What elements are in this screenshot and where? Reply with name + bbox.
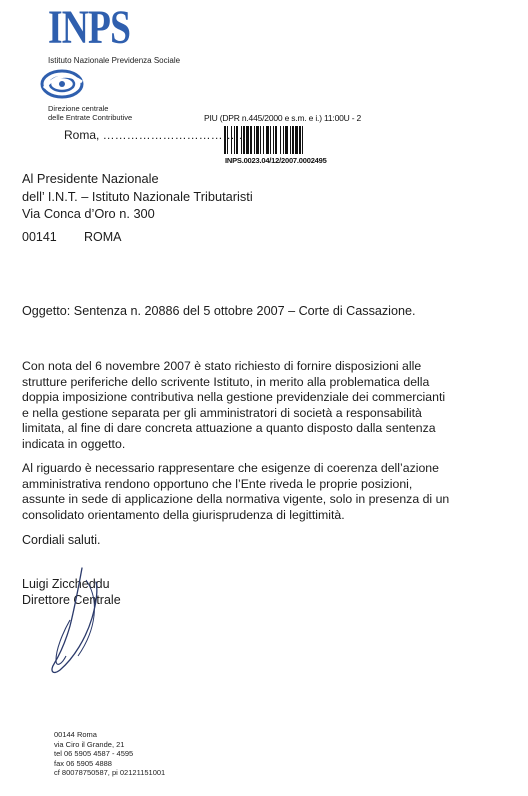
recipient-city: ROMA bbox=[84, 230, 122, 244]
barcode-bar bbox=[273, 126, 274, 154]
paragraph-line: Al riguardo è necessario rappresentare che esigenze di coerenza dell’azione bbox=[22, 461, 439, 475]
department-block bbox=[48, 104, 132, 122]
recipient-block bbox=[22, 170, 253, 223]
place-date: Roma, ……………………………… bbox=[64, 128, 247, 142]
paragraph-line: strutture periferiche dello scrivente Istituto, in merito alla problematica della bbox=[22, 374, 430, 389]
inps-logo: INPS bbox=[48, 1, 131, 54]
barcode-bar bbox=[290, 126, 291, 154]
handwritten-signature bbox=[30, 560, 150, 680]
footer-line5: cf 80078750587, pi 02121151001 bbox=[54, 768, 166, 778]
recipient-line2: dell’ I.N.T. – Istituto Nazionale Tributaristi bbox=[22, 188, 253, 204]
paragraph-line: Con nota del 6 novembre 2007 è stato richiesto di fornire disposizioni alle bbox=[22, 359, 422, 373]
signatory-title: Direttore Centrale bbox=[22, 592, 121, 607]
department-line1: Direzione centrale bbox=[48, 104, 109, 113]
paragraph-2 bbox=[22, 461, 449, 523]
paragraph-line: assunte in sede di applicazione della normativa vigente, solo in presenza di un bbox=[22, 492, 450, 506]
barcode-bar bbox=[260, 126, 261, 154]
barcode-bar bbox=[295, 126, 298, 154]
recipient-line3: Via Conca d’Oro n. 300 bbox=[22, 206, 155, 221]
inps-emblem-icon bbox=[38, 66, 88, 102]
paragraph-line: amministrativa rendono opportuno che l’Ente riveda le proprie posizioni, bbox=[22, 476, 413, 491]
recipient-line1: Al Presidente Nazionale bbox=[22, 171, 159, 186]
barcode-bar bbox=[250, 126, 252, 154]
institute-name: Istituto Nazionale Previdenza Sociale bbox=[48, 56, 181, 65]
barcode-bar bbox=[254, 126, 255, 154]
barcode-bar bbox=[275, 126, 277, 154]
recipient-postcode: 00141 bbox=[22, 230, 57, 244]
barcode-bar bbox=[270, 126, 271, 154]
signatory-name: Luigi Ziccheddu bbox=[22, 577, 110, 591]
barcode-bar bbox=[292, 126, 294, 154]
department-line2: delle Entrate Contributive bbox=[48, 113, 133, 122]
footer-line1: 00144 Roma bbox=[54, 730, 97, 739]
paragraph-1 bbox=[22, 359, 445, 452]
protocol-reference: PIU (DPR n.445/2000 e s.m. e i.) 11:00U - 2 bbox=[204, 113, 362, 123]
barcode-bar bbox=[299, 126, 301, 154]
paragraph-line: consolidato orientamento della giurisprudenza di legittimità. bbox=[22, 507, 345, 522]
barcode-bar bbox=[302, 126, 303, 154]
subject-line: Oggetto: Sentenza n. 20886 del 5 ottobre 2007 – Corte di Cassazione. bbox=[22, 304, 416, 318]
barcode-bar bbox=[263, 126, 264, 154]
paragraph-line: e nella gestione separata per gli amministratori di società a responsabilità bbox=[22, 405, 422, 420]
footer-line4: fax 06 5905 4888 bbox=[54, 758, 112, 768]
footer-line2: via Ciro il Grande, 21 bbox=[54, 739, 125, 749]
barcode-bar bbox=[256, 126, 259, 154]
footer-address bbox=[54, 730, 165, 778]
footer-line3: tel 06 5905 4587 - 4595 bbox=[54, 749, 134, 759]
barcode-bar bbox=[285, 126, 288, 154]
closing-greeting: Cordiali saluti. bbox=[22, 533, 101, 547]
barcode-bar bbox=[266, 126, 269, 154]
paragraph-line: limitata, al fine di dare concreta attuazione a quanto disposto dalla sentenza bbox=[22, 421, 436, 435]
paragraph-line: doppia imposizione contributiva nella gestione previdenziale dei commercianti bbox=[22, 390, 446, 404]
paragraph-line: indicata in oggetto. bbox=[22, 436, 126, 451]
barcode-bar bbox=[283, 126, 284, 154]
barcode-number: INPS.0023.04/12/2007.0002495 bbox=[225, 156, 327, 165]
barcode-bar bbox=[280, 126, 281, 154]
